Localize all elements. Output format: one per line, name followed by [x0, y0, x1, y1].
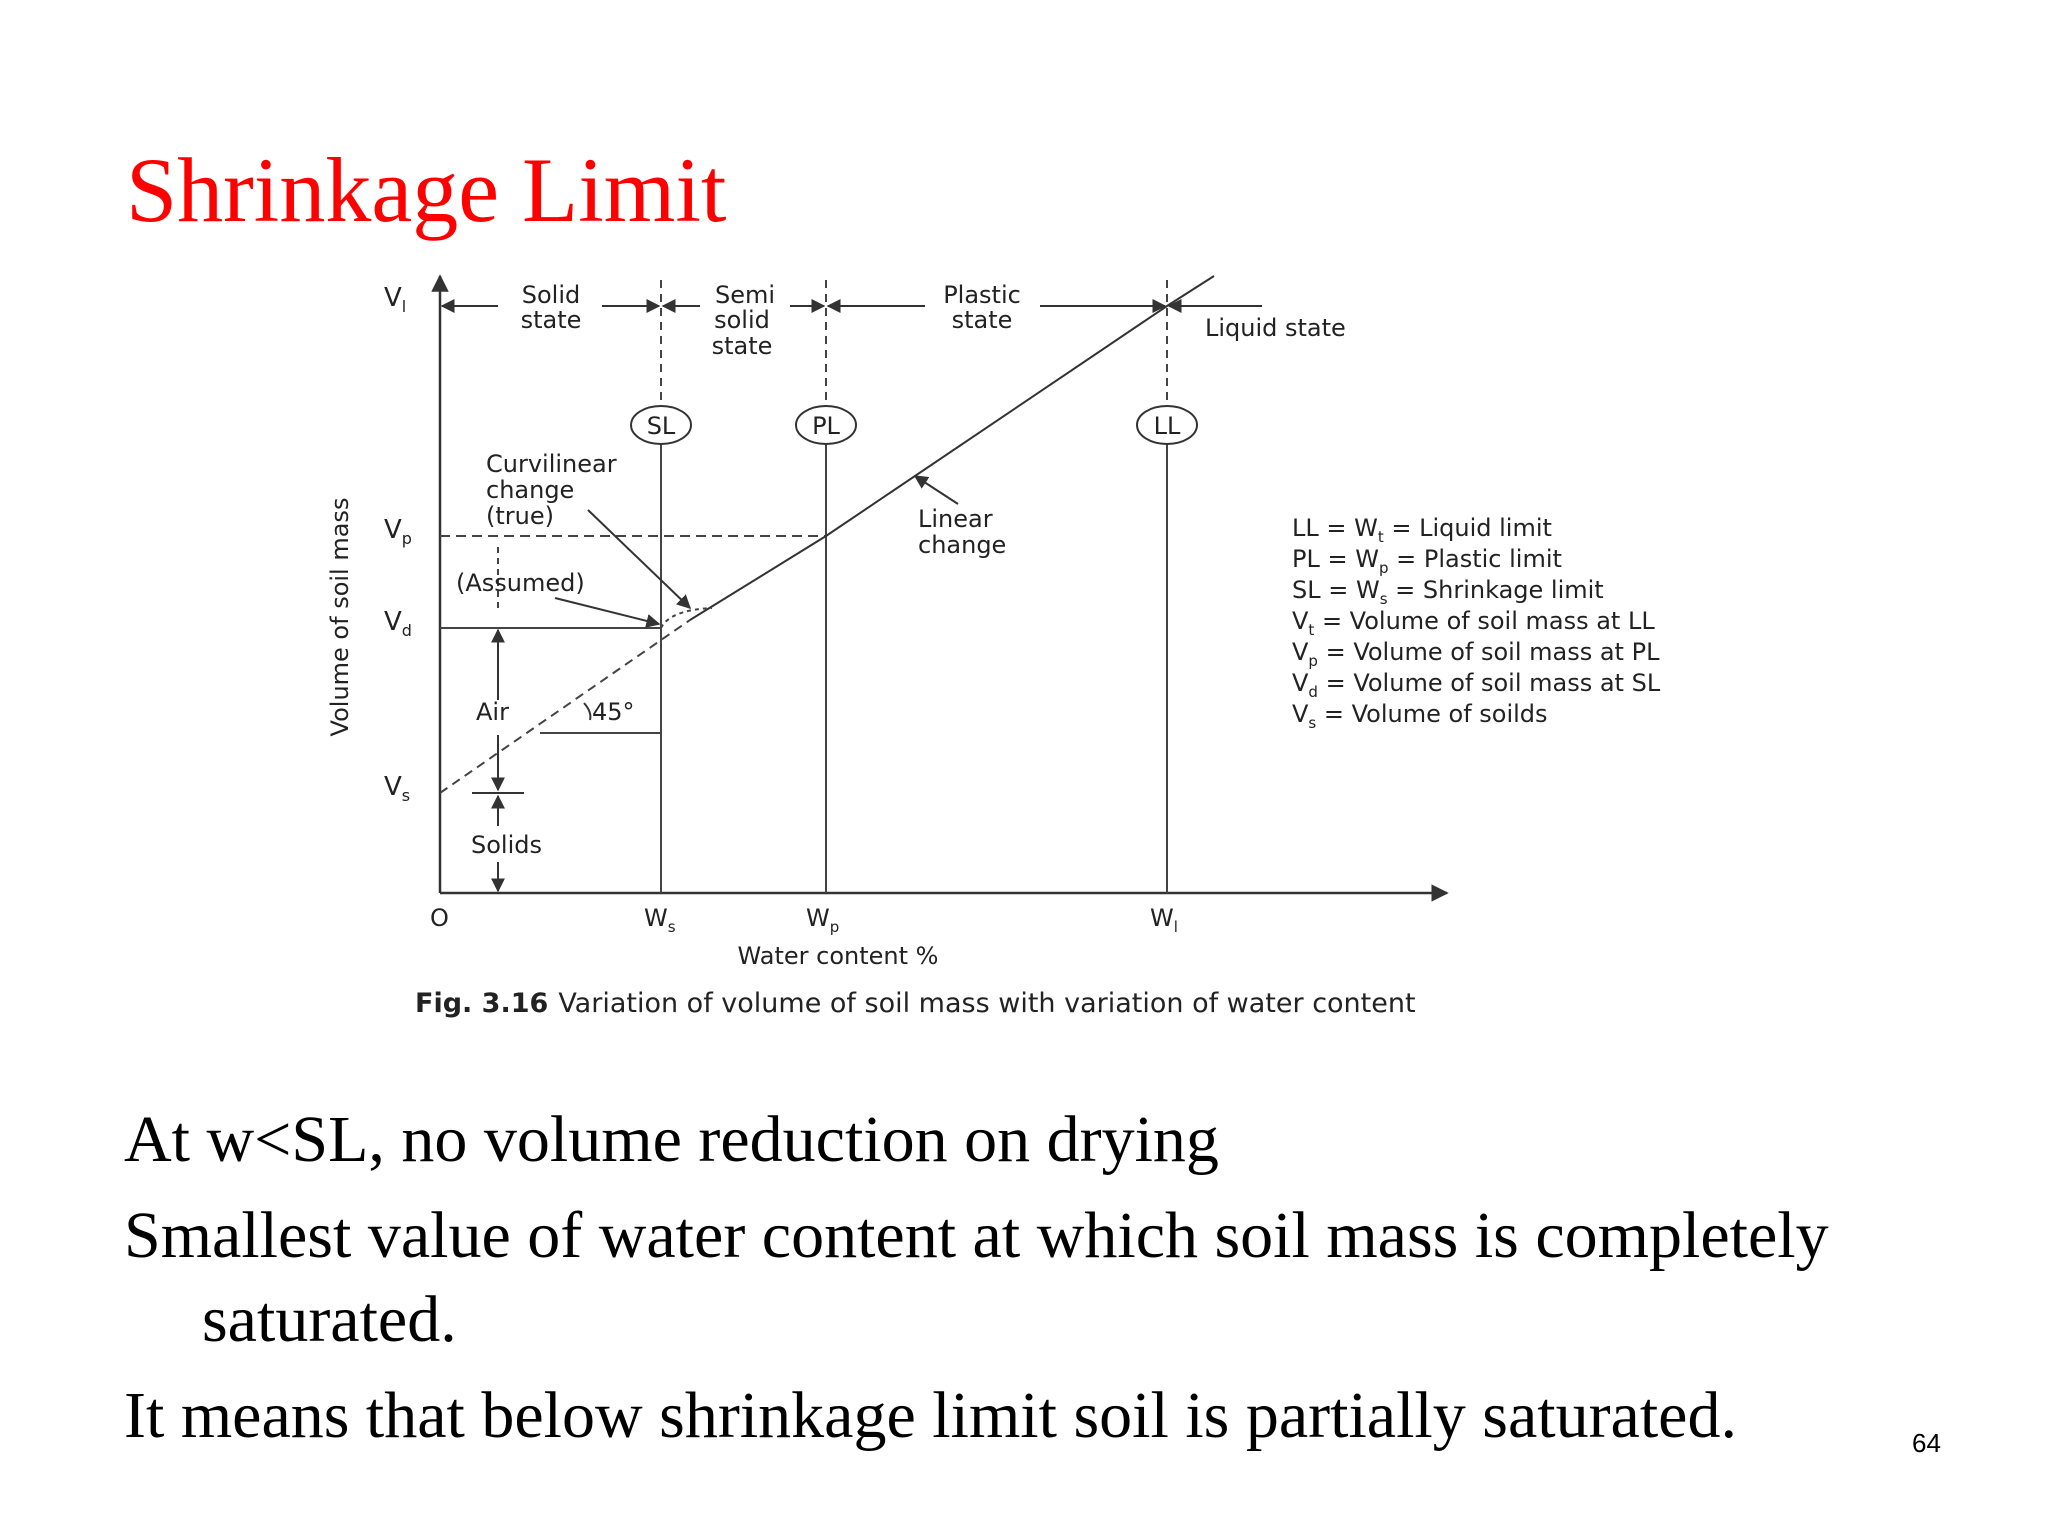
plastic-state-label-2: state: [951, 306, 1013, 334]
slide-title: Shrinkage Limit: [126, 139, 727, 241]
origin-tick: O: [430, 904, 449, 932]
vd-tick: $V_d$: [384, 607, 412, 640]
curvilinear-pointer: [588, 510, 690, 608]
linear-label-2: change: [918, 531, 1007, 559]
vp-tick: $V_p$: [384, 515, 412, 548]
legend-entry: $V_t$ = Volume of soil mass at LL: [1292, 607, 1655, 639]
bullet-item: At w<SL, no volume reduction on drying: [124, 1103, 1219, 1176]
curvilinear-label-3: (true): [486, 502, 554, 530]
vs-tick-label: $V_s$: [384, 772, 411, 805]
page-number: 64: [1912, 1428, 1941, 1458]
air-label: Air: [476, 698, 509, 726]
legend-entry: $V_p$ = Volume of soil mass at PL: [1292, 638, 1660, 670]
bullet-list: [124, 1098, 1904, 1470]
vl-tick: $V_l$: [384, 283, 407, 316]
sl-label: SL: [646, 412, 676, 440]
semi-state-label-1: Semi: [714, 281, 776, 309]
liquid-state-label: Liquid state: [1205, 314, 1346, 342]
curvilinear-label-1: Curvilinear: [486, 450, 617, 478]
semi-state-label-3: state: [711, 332, 773, 360]
bullet-item: Smallest value of water content at which soil mass is completely saturated.: [124, 1199, 1829, 1356]
semi-state-label-2: solid: [714, 306, 770, 334]
bullet-item: It means that below shrinkage limit soil is partially saturated.: [124, 1379, 1737, 1452]
linear-label-1: Linear: [918, 505, 993, 533]
angle-label: 45°: [592, 698, 635, 726]
wl-tick: $W_l$: [1150, 904, 1178, 936]
angle-arc: [584, 703, 590, 720]
y-axis-label: Volume of soil mass: [326, 497, 354, 737]
figure-caption: Fig. 3.16 Variation of volume of soil mass with variation of water content: [415, 988, 1416, 1019]
legend-entry: $V_d$ = Volume of soil mass at SL: [1292, 669, 1661, 701]
solids-label: Solids: [471, 831, 542, 859]
x-axis-label: Water content %: [737, 942, 939, 970]
legend-entry: $V_s$ = Volume of soilds: [1292, 700, 1548, 732]
solid-state-label-2: state: [520, 306, 582, 334]
legend-entry: SL = $W_s$ = Shrinkage limit: [1292, 576, 1604, 608]
legend-entry: PL = $W_p$ = Plastic limit: [1292, 545, 1562, 577]
assumed-label: (Assumed): [456, 569, 585, 597]
plastic-state-label-1: Plastic: [943, 281, 1021, 309]
wp-tick: $W_p$: [806, 904, 840, 936]
solid-state-label-1: Solid: [521, 281, 581, 309]
legend-entry: LL = $W_t$ = Liquid limit: [1292, 514, 1552, 546]
linear-pointer: [915, 476, 958, 504]
ws-tick: $W_s$: [644, 904, 676, 936]
ll-label: LL: [1153, 412, 1181, 440]
assumed-pointer: [555, 598, 659, 624]
curvilinear-label-2: change: [486, 476, 575, 504]
pl-label: PL: [812, 412, 840, 440]
legend: [1292, 514, 1661, 732]
